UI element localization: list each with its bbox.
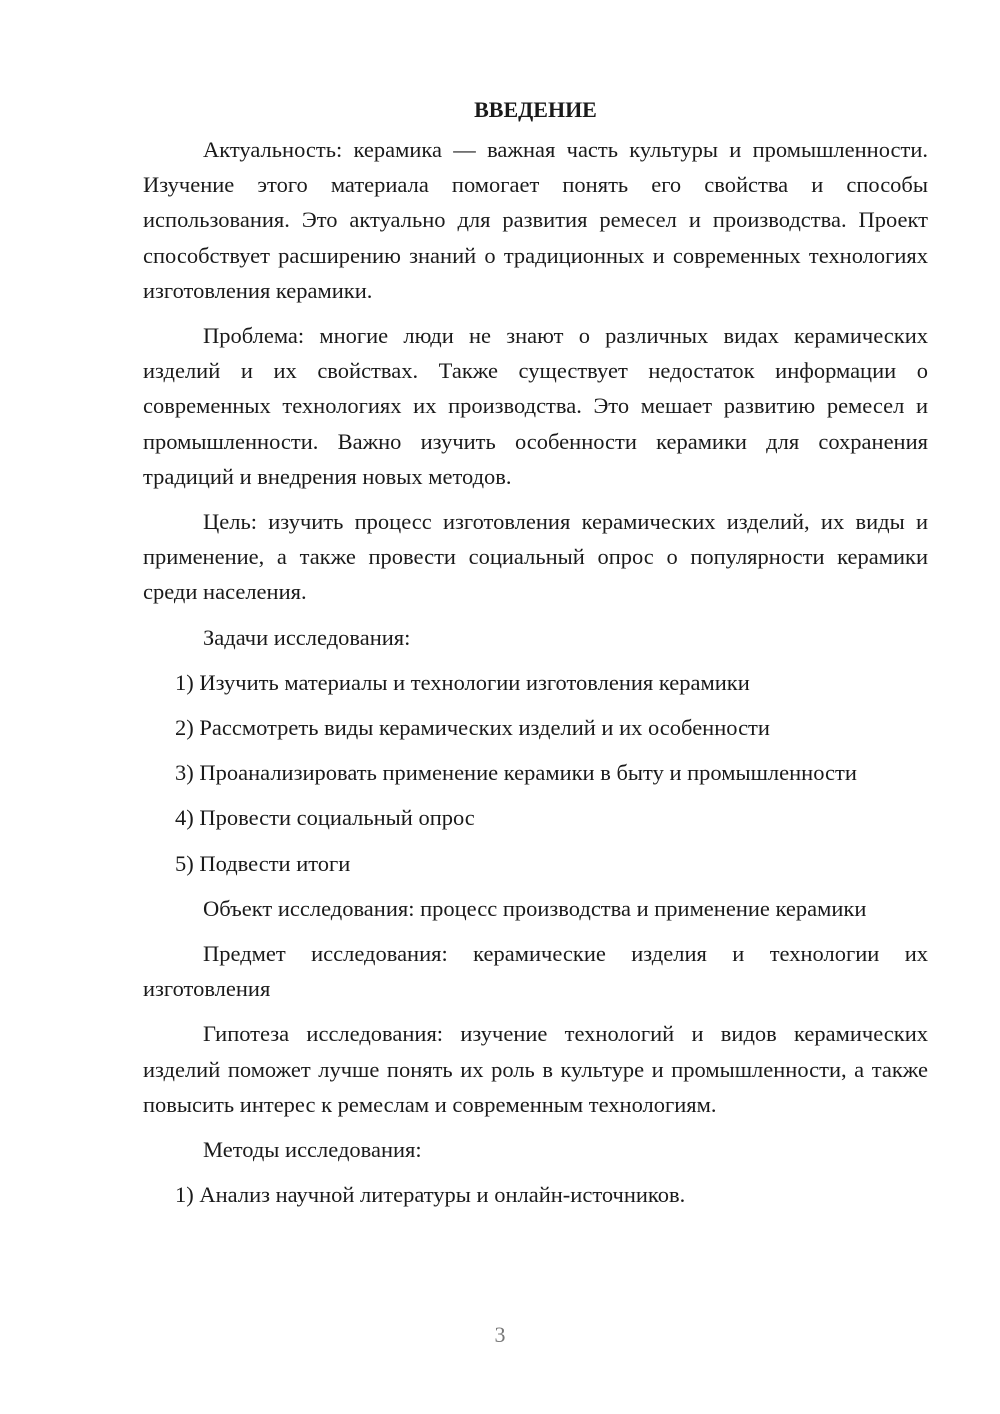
tasks-heading: Задачи исследования: bbox=[203, 624, 411, 650]
subject-paragraph: Предмет исследования: керамические изделия и технологии их изготовления bbox=[143, 941, 928, 1002]
relevance-paragraph: Актуальность: керамика — важная часть культуры и промышленности. Изучение этого материала помогает понять его свойства и способы использования. Это актуально для развития ремесел и производства. Проект способствует расширению знаний о традиционных и современных технологиях изготовления керамики. bbox=[143, 137, 928, 303]
document-page bbox=[143, 92, 928, 1222]
methods-heading: Методы исследования: bbox=[203, 1137, 422, 1163]
task-item-1: 1) Изучить материалы и технологии изготовления керамики bbox=[175, 669, 750, 695]
task-item-2: 2) Рассмотреть виды керамических изделий и их особенности bbox=[175, 715, 770, 741]
task-item-4: 4) Провести социальный опрос bbox=[175, 805, 475, 831]
task-item-3: 3) Проанализировать применение керамики в быту и промышленности bbox=[175, 760, 857, 786]
problem-paragraph: Проблема: многие люди не знают о различных видах керамических изделий и их свойствах. Также существует недостаток информации о современных технологиях их производства. Это мешает развитию ремесел и промышленности. Важно изучить особенности керамики для сохранения традиций и внедрения новых методов. bbox=[143, 323, 928, 489]
section-title: ВВЕДЕНИЕ bbox=[474, 97, 597, 122]
object-paragraph: Объект исследования: процесс производства и применение керамики bbox=[203, 895, 867, 921]
method-item-1: 1) Анализ научной литературы и онлайн-источников. bbox=[175, 1182, 686, 1208]
task-item-5: 5) Подвести итоги bbox=[175, 850, 351, 876]
hypothesis-paragraph: Гипотеза исследования: изучение технологий и видов керамических изделий поможет лучше понять их роль в культуре и промышленности, а также повысить интерес к ремеслам и современным технологиям. bbox=[143, 1021, 928, 1117]
goal-paragraph: Цель: изучить процесс изготовления керамических изделий, их виды и применение, а также провести социальный опрос о популярности керамики среди населения. bbox=[143, 509, 928, 605]
page-number: 3 bbox=[494, 1322, 506, 1347]
